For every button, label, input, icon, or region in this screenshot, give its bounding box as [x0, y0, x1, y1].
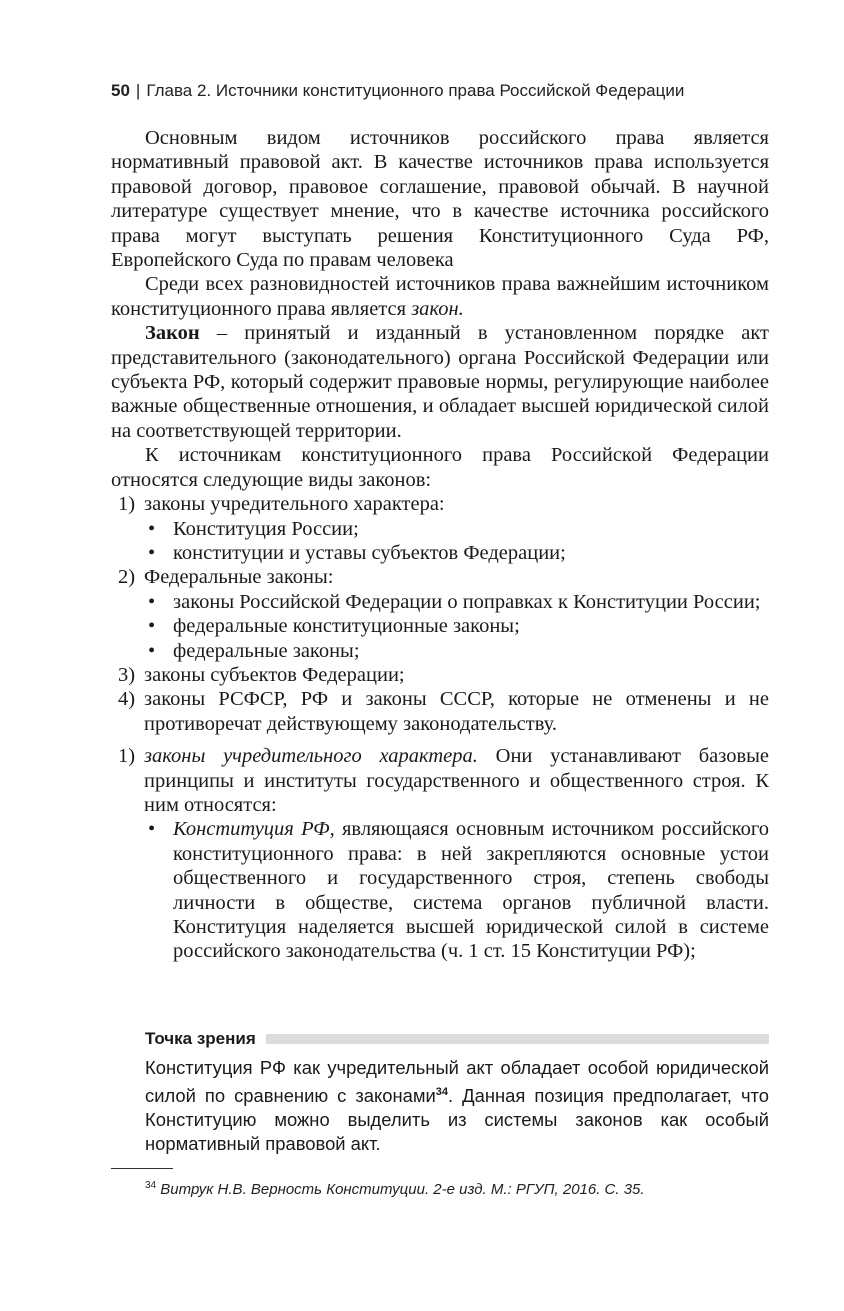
- bullet-icon: •: [148, 541, 156, 564]
- bullet-icon: •: [148, 639, 156, 662]
- constituent-laws-list: [111, 744, 769, 964]
- list-item: [144, 590, 769, 614]
- bullet-icon: •: [148, 818, 156, 841]
- viewpoint-header: [145, 1026, 769, 1052]
- viewpoint-box: [145, 1026, 769, 1156]
- definition-text: – принятый и изданный в установленном порядке акт представительного (законодательного) органа Российской Федерации или субъекта РФ, который содержит правовые нормы, регулирующие наиболее важные общественные отношения, и обладает высшей юридической силой на соответствующей территории.: [111, 322, 769, 442]
- list-number: 4): [118, 688, 136, 711]
- bullet-icon: •: [148, 590, 156, 613]
- list-item-text: законы Российской Федерации о поправках к Конституции России;: [173, 590, 761, 613]
- emphasis-constituent-laws: законы учредительного характера.: [144, 745, 478, 768]
- list-item-text: Они устанавливают базовые принципы и институты государственного и общественного строя. К ним относятся:: [144, 745, 770, 816]
- list-item: [144, 517, 769, 541]
- footnote-divider: [111, 1168, 173, 1169]
- list-item-text: законы субъектов Федерации;: [144, 663, 405, 686]
- list-item: [144, 639, 769, 663]
- list-number: 1): [118, 493, 136, 516]
- sublist: [144, 517, 769, 566]
- paragraph-sources: Основным видом источников российского права является нормативный правовой акт. В качестве источников права используется правовой договор, правовое соглашение, правовой обычай. В научной литературе существует мнение, что в качестве источника российского права могут выступать решения Конституционного Суда РФ, Европейского Суда по правам человека: [111, 127, 769, 272]
- list-item: [111, 492, 769, 565]
- list-item: [144, 817, 769, 963]
- paragraph-law-types-intro: К источникам конституционного права Российской Федерации относятся следующие виды законов:: [111, 444, 769, 491]
- footnote-number: 34: [145, 1180, 157, 1191]
- list-item: [144, 614, 769, 638]
- viewpoint-text-part: Конституция РФ как учредительный акт обладает особой юридической силой по сравнению с законами: [145, 1057, 769, 1107]
- list-item: [111, 663, 769, 687]
- sublist: [144, 817, 769, 963]
- list-item-text: законы РСФСР, РФ и законы СССР, которые не отменены и не противоречат действующему законодательству.: [144, 688, 769, 735]
- law-types-list: [111, 492, 769, 736]
- list-item-text: являющаяся основным источником российского конституционного права: в ней закрепляются основные устои общественного и государственного строя, степень свободы личности в обществе, система органов публичной власти. Конституция наделяется высшей юридической силой в системе российского законодательства (ч. 1 ст. 15 Конституции РФ);: [173, 818, 769, 963]
- viewpoint-text-part: . Данная позиция предполагает, что Конституцию можно выделить из системы законов как особый нормативный правовой акт.: [145, 1085, 769, 1155]
- paragraph-law-main-source: [111, 272, 769, 321]
- emphasis-law: закон.: [411, 297, 464, 320]
- list-item: [111, 565, 769, 663]
- viewpoint-text: [145, 1056, 769, 1156]
- list-number: 3): [118, 663, 136, 686]
- list-item: [111, 687, 769, 736]
- list-item-text: федеральные законы;: [173, 639, 360, 662]
- list-item: [111, 744, 769, 964]
- header-separator: |: [135, 81, 141, 100]
- sublist: [144, 590, 769, 663]
- footnote-text: Витрук Н.В. Верность Конституции. 2-е изд. М.: РГУП, 2016. С. 35.: [156, 1181, 645, 1198]
- list-item-text: конституции и уставы субъектов Федерации;: [173, 541, 566, 564]
- bullet-icon: •: [148, 517, 156, 540]
- main-text: [111, 126, 769, 964]
- list-item-text: законы учредительного характера:: [144, 493, 445, 516]
- paragraph-text: Среди всех разновидностей источников права важнейшим источником конституционного права является: [111, 273, 769, 320]
- chapter-title: Глава 2. Источники конституционного права Российской Федерации: [146, 81, 685, 100]
- footnote-reference[interactable]: 34: [435, 1086, 449, 1098]
- bullet-icon: •: [148, 615, 156, 638]
- list-item-text: федеральные конституционные законы;: [173, 615, 520, 638]
- footnote: [145, 1176, 765, 1200]
- list-item: [144, 541, 769, 565]
- viewpoint-title: Точка зрения: [145, 1029, 256, 1048]
- list-number: 2): [118, 566, 136, 589]
- list-item-text: Конституция России;: [173, 517, 359, 540]
- paragraph-law-definition: [111, 321, 769, 443]
- list-number: 1): [118, 745, 136, 768]
- page-number: 50: [111, 81, 130, 100]
- term-law: Закон: [145, 322, 200, 345]
- list-item-text: Федеральные законы:: [144, 566, 334, 589]
- viewpoint-header-bar: [266, 1034, 769, 1044]
- emphasis-constitution: Конституция РФ,: [173, 818, 335, 841]
- running-header: [111, 80, 771, 102]
